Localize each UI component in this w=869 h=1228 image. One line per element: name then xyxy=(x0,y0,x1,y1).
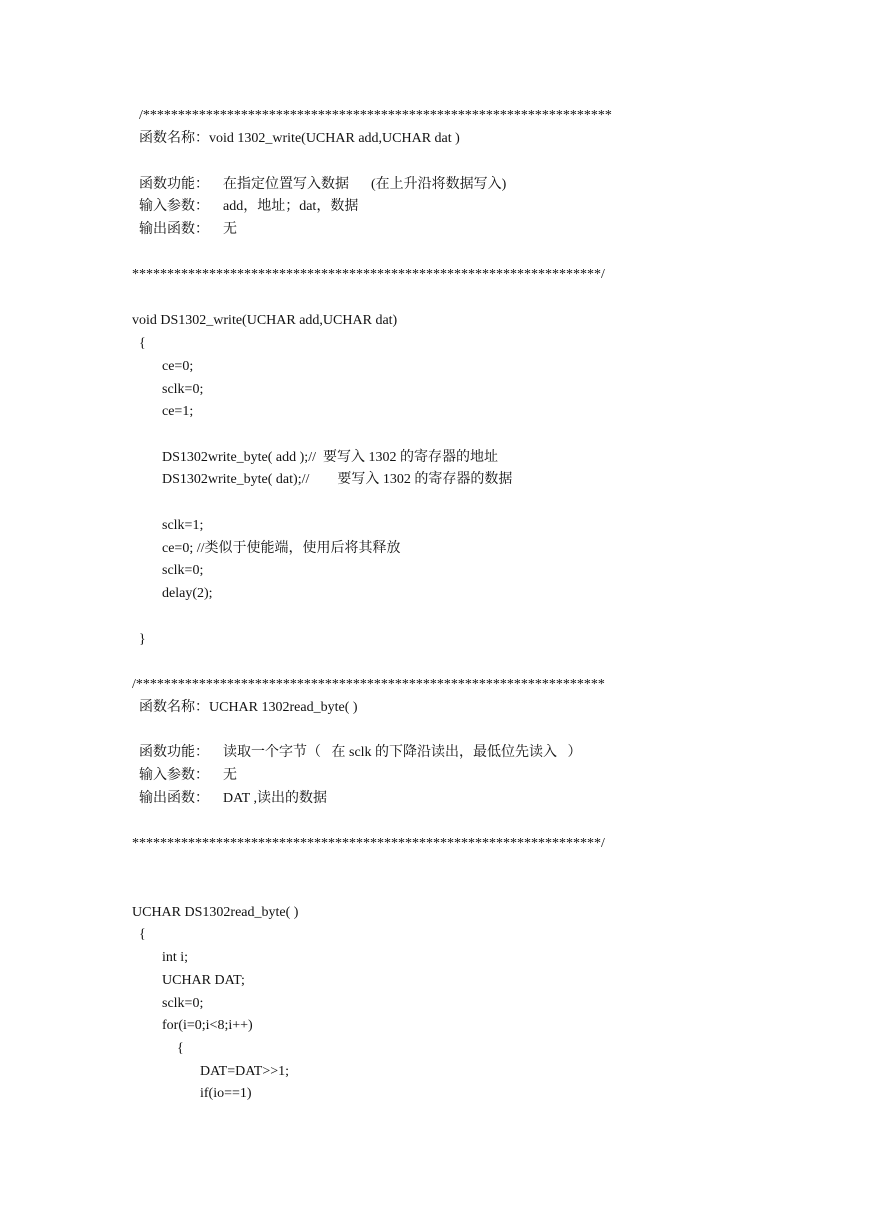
code-line: DS1302write_byte( add );// 要写入 1302 的寄存器的地址 xyxy=(162,450,498,465)
input-params-line xyxy=(139,199,358,215)
code-line: UCHAR DAT; xyxy=(162,973,245,988)
function-desc-label: 函数功能： xyxy=(139,745,209,760)
code-line: DAT=DAT>>1; xyxy=(200,1064,290,1079)
comment-close-line: *******************************************************************/ xyxy=(132,836,605,851)
function-name-line: 函数名称：void 1302_write(UCHAR add,UCHAR dat ) xyxy=(139,131,460,146)
code-line: for(i=0;i<8;i++) xyxy=(162,1018,253,1033)
code-line: sclk=0; xyxy=(162,382,204,397)
function-signature: UCHAR DS1302read_byte( ) xyxy=(132,905,299,920)
input-params-line xyxy=(139,768,237,784)
code-line: sclk=0; xyxy=(162,996,204,1011)
output-line xyxy=(139,791,327,807)
output-text: 无 xyxy=(223,222,237,237)
code-line: if(io==1) xyxy=(200,1086,252,1101)
code-line: DS1302write_byte( dat);// 要写入 1302 的寄存器的数据 xyxy=(162,472,513,487)
function-desc-line xyxy=(139,177,506,193)
input-params-label: 输入参数： xyxy=(139,199,209,214)
close-brace: } xyxy=(139,632,146,647)
code-line: sclk=1; xyxy=(162,518,204,533)
function-name-line: 函数名称：UCHAR 1302read_byte( ) xyxy=(139,700,358,715)
code-line: ce=1; xyxy=(162,404,194,419)
open-brace: { xyxy=(139,927,146,942)
comment-open-line: /******************************************************************* xyxy=(139,108,612,123)
input-params-text: add，地址；dat，数据 xyxy=(223,199,359,214)
comment-close-line: *******************************************************************/ xyxy=(132,267,605,282)
code-line: delay(2); xyxy=(162,586,213,601)
output-label: 输出函数： xyxy=(139,791,209,806)
code-line: int i; xyxy=(162,950,189,965)
function-desc-line xyxy=(139,745,582,761)
function-desc-note: (在上升沿将数据写入) xyxy=(371,177,507,192)
comment-open-line: /******************************************************************* xyxy=(132,677,605,692)
function-desc-label: 函数功能： xyxy=(139,177,209,192)
function-desc-text: 读取一个字节（ 在 sclk 的下降沿读出，最低位先读入 ） xyxy=(223,745,582,760)
code-line: ce=0; xyxy=(162,359,194,374)
function-signature: void DS1302_write(UCHAR add,UCHAR dat) xyxy=(132,313,398,328)
output-text: DAT ,读出的数据 xyxy=(223,791,327,806)
inner-open-brace: { xyxy=(177,1041,184,1056)
open-brace: { xyxy=(139,336,146,351)
output-label: 输出函数： xyxy=(139,222,209,237)
code-line: sclk=0; xyxy=(162,563,204,578)
input-params-text: 无 xyxy=(223,768,237,783)
input-params-label: 输入参数： xyxy=(139,768,209,783)
function-desc-text: 在指定位置写入数据 xyxy=(223,177,349,192)
code-line: ce=0; //类似于使能端，使用后将其释放 xyxy=(162,541,401,556)
output-line xyxy=(139,222,237,238)
